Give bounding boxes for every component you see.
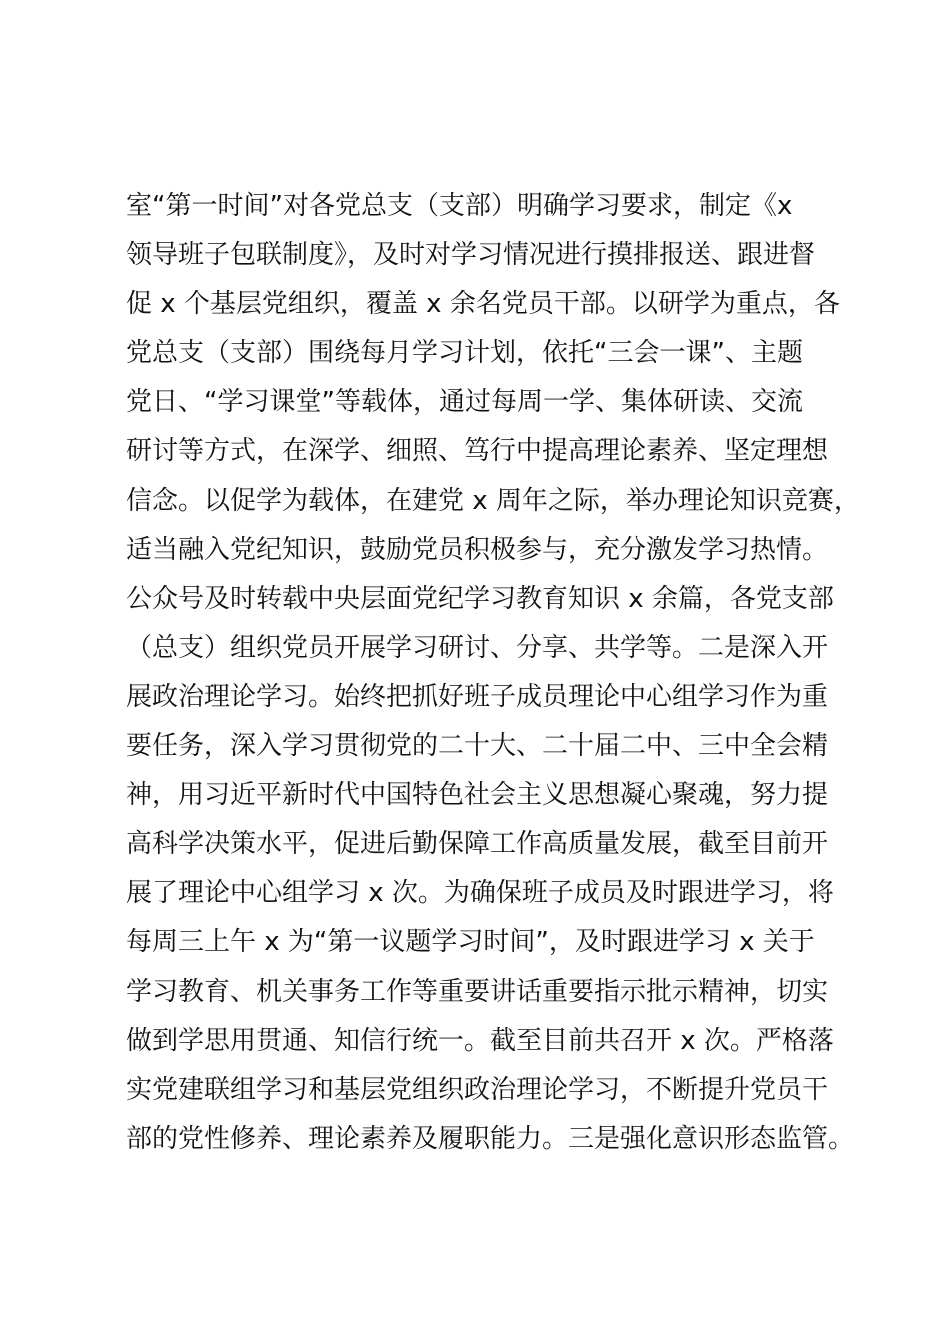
text-line: 部的党性修养、理论素养及履职能力。三是强化意识形态监管。: [126, 1123, 855, 1154]
text-line: 每周三上午 x 为“第一议题学习时间”，及时跟进学习 x 关于: [126, 927, 815, 958]
text-line: 做到学思用贯通、知信行统一。截至目前共召开 x 次。严格落: [126, 1025, 834, 1056]
text-line: 展了理论中心组学习 x 次。为确保班子成员及时跟进学习，将: [126, 878, 834, 909]
text-line: 要任务，深入学习贯彻党的二十大、二十届二中、三中全会精: [126, 731, 829, 762]
text-line: 学习教育、机关事务工作等重要讲话重要指示批示精神，切实: [126, 976, 829, 1007]
text-line: 党总支（支部）围绕每月学习计划，依托“三会一课”、主题: [126, 338, 803, 369]
text-line: 实党建联组学习和基层党组织政治理论学习，不断提升党员干: [126, 1074, 829, 1105]
text-line: 室“第一时间”对各党总支（支部）明确学习要求，制定《x: [126, 191, 793, 221]
text-line: 高科学决策水平，促进后勤保障工作高质量发展，截至目前开: [126, 829, 829, 860]
text-line: 研讨等方式，在深学、细照、笃行中提高理论素养、坚定理想: [126, 436, 829, 467]
body-text: [126, 182, 866, 1164]
text-line: 公众号及时转载中央层面党纪学习教育知识 x 余篇，各党支部: [126, 583, 834, 614]
text-line: 促 x 个基层党组织，覆盖 x 余名党员干部。以研学为重点，各: [126, 289, 840, 320]
text-line: （总支）组织党员开展学习研讨、分享、共学等。二是深入开: [126, 632, 829, 663]
text-line: 适当融入党纪知识，鼓励党员积极参与，充分激发学习热情。: [126, 534, 829, 565]
text-line: 领导班子包联制度》，及时对学习情况进行摸排报送、跟进督: [126, 240, 816, 271]
text-line: 信念。以促学为载体，在建党 x 周年之际，举办理论知识竞赛，: [126, 485, 860, 516]
text-line: 党日、“学习课堂”等载体，通过每周一学、集体研读、交流: [126, 387, 803, 418]
text-line: 神，用习近平新时代中国特色社会主义思想凝心聚魂，努力提: [126, 780, 829, 811]
text-line: 展政治理论学习。始终把抓好班子成员理论中心组学习作为重: [126, 681, 829, 712]
